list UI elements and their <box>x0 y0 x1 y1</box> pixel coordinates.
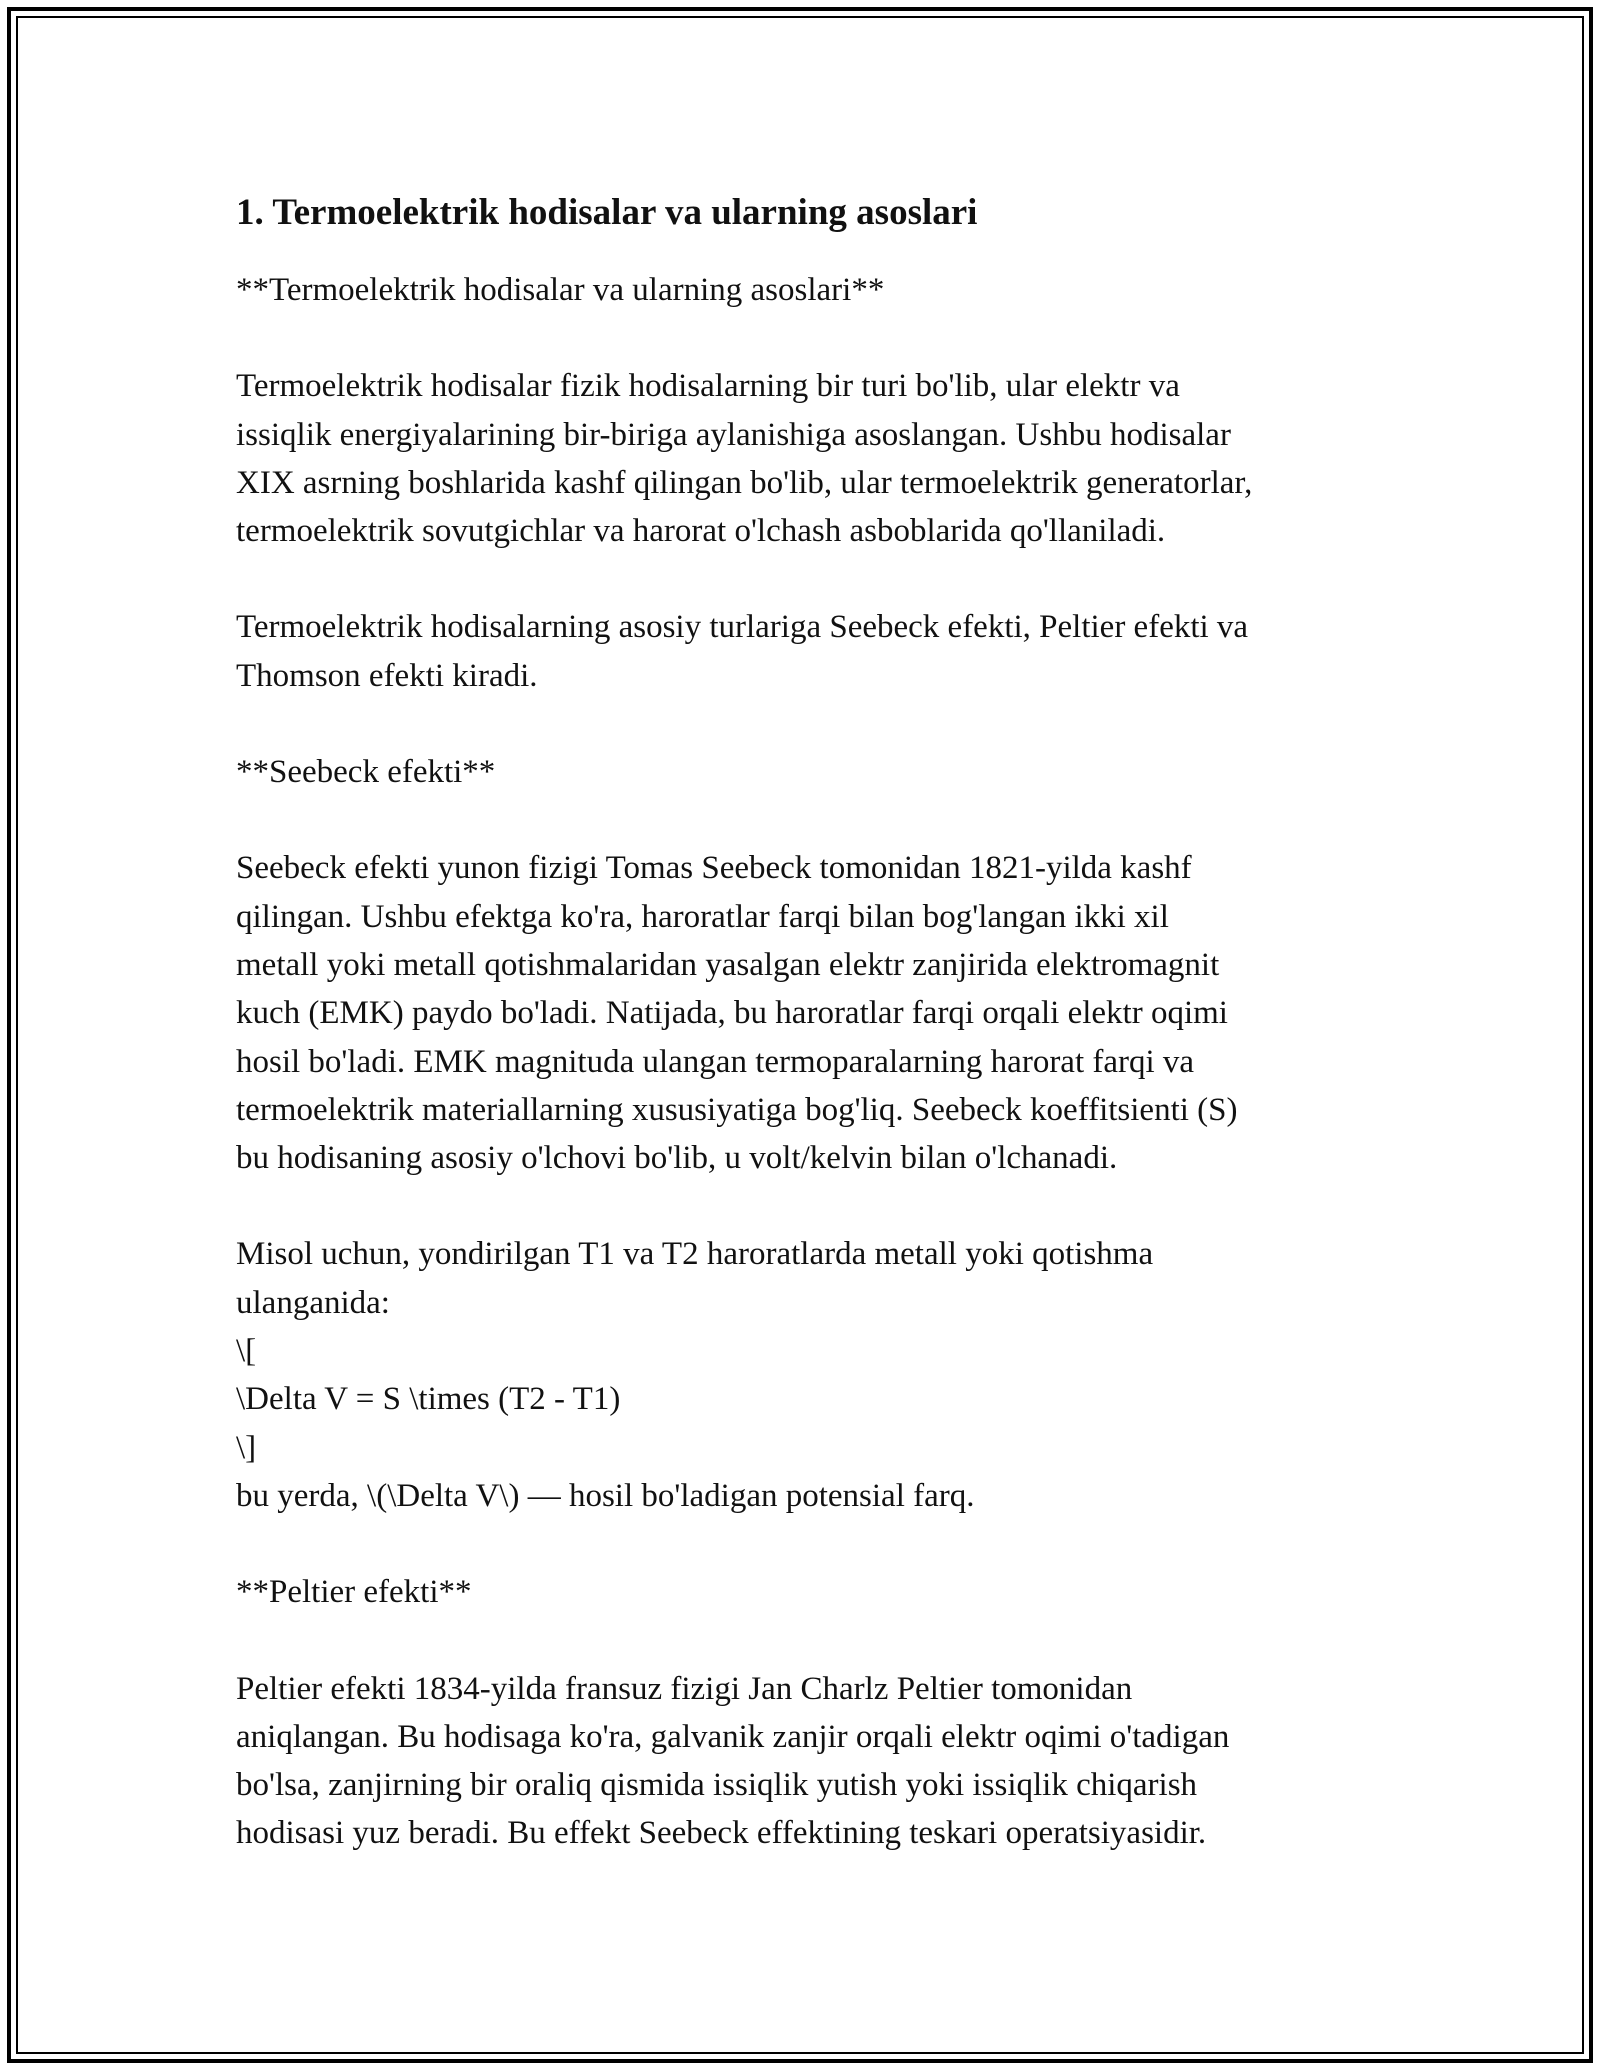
text-line: issiqlik energiyalarining bir-biriga aylanishiga asoslangan. Ushbu hodisalar <box>236 416 1231 453</box>
bold-heading-main <box>236 266 1386 314</box>
text-line: bu yerda, \(\Delta V\) — hosil bo'ladigan potensial farq. <box>236 1477 975 1514</box>
document-title: 1. Termoelektrik hodisalar va ularning asoslari <box>236 192 978 233</box>
text-line: **Seebeck efekti** <box>236 754 496 791</box>
text-line: metall yoki metall qotishmalaridan yasalgan elektr zanjirida elektromagnit <box>236 946 1220 983</box>
text-line: Peltier efekti 1834-yilda fransuz fizigi Jan Charlz Peltier tomonidan <box>236 1670 1133 1707</box>
document-body <box>236 186 1386 1858</box>
bold-heading-seebeck <box>236 748 1386 796</box>
text-line: termoelektrik materiallarning xususiyatiga bog'liq. Seebeck koeffitsienti (S) <box>236 1091 1238 1128</box>
text-line: ulanganida: <box>236 1284 390 1321</box>
text-line: kuch (EMK) paydo bo'ladi. Natijada, bu haroratlar farqi orqali elektr oqimi <box>236 995 1228 1032</box>
text-line: hodisasi yuz beradi. Bu effekt Seebeck effektining teskari operatsiyasidir. <box>236 1815 1207 1852</box>
formula-line: \] <box>236 1429 257 1466</box>
text-line: XIX asrning boshlarida kashf qilingan bo'lib, ular termoelektrik generatorlar, <box>236 464 1253 501</box>
text-line: Misol uchun, yondirilgan T1 va T2 haroratlarda metall yoki qotishma <box>236 1236 1154 1273</box>
intro-paragraph <box>236 362 1386 555</box>
text-line: Termoelektrik hodisalarning asosiy turlariga Seebeck efekti, Peltier efekti va <box>236 609 1249 646</box>
peltier-paragraph <box>236 1665 1386 1858</box>
text-line: termoelektrik sovutgichlar va harorat o'lchash asboblarida qo'llaniladi. <box>236 513 1166 550</box>
text-line: bo'lsa, zanjirning bir oraliq qismida issiqlik yutish yoki issiqlik chiqarish <box>236 1767 1198 1804</box>
text-line: aniqlangan. Bu hodisaga ko'ra, galvanik zanjir orqali elektr oqimi o'tadigan <box>236 1718 1230 1755</box>
formula-line: \Delta V = S \times (T2 - T1) <box>236 1381 621 1418</box>
text-line: hosil bo'ladi. EMK magnituda ulangan termoparalarning harorat farqi va <box>236 1043 1195 1080</box>
text-line: Seebeck efekti yunon fizigi Tomas Seebeck tomonidan 1821-yilda kashf <box>236 850 1192 887</box>
types-paragraph <box>236 603 1386 700</box>
example-paragraph <box>236 1230 1386 1520</box>
text-line: **Peltier efekti** <box>236 1574 472 1611</box>
bold-heading-peltier <box>236 1568 1386 1616</box>
seebeck-paragraph <box>236 844 1386 1182</box>
text-line: bu hodisaning asosiy o'lchovi bo'lib, u volt/kelvin bilan o'lchanadi. <box>236 1140 1118 1177</box>
formula-line: \[ <box>236 1333 257 1370</box>
text-line: Termoelektrik hodisalar fizik hodisalarning bir turi bo'lib, ular elektr va <box>236 368 1180 405</box>
text-line: qilingan. Ushbu efektga ko'ra, haroratlar farqi bilan bog'langan ikki xil <box>236 898 1169 935</box>
text-line: **Termoelektrik hodisalar va ularning asoslari** <box>236 272 885 308</box>
text-line: Thomson efekti kiradi. <box>236 657 538 694</box>
